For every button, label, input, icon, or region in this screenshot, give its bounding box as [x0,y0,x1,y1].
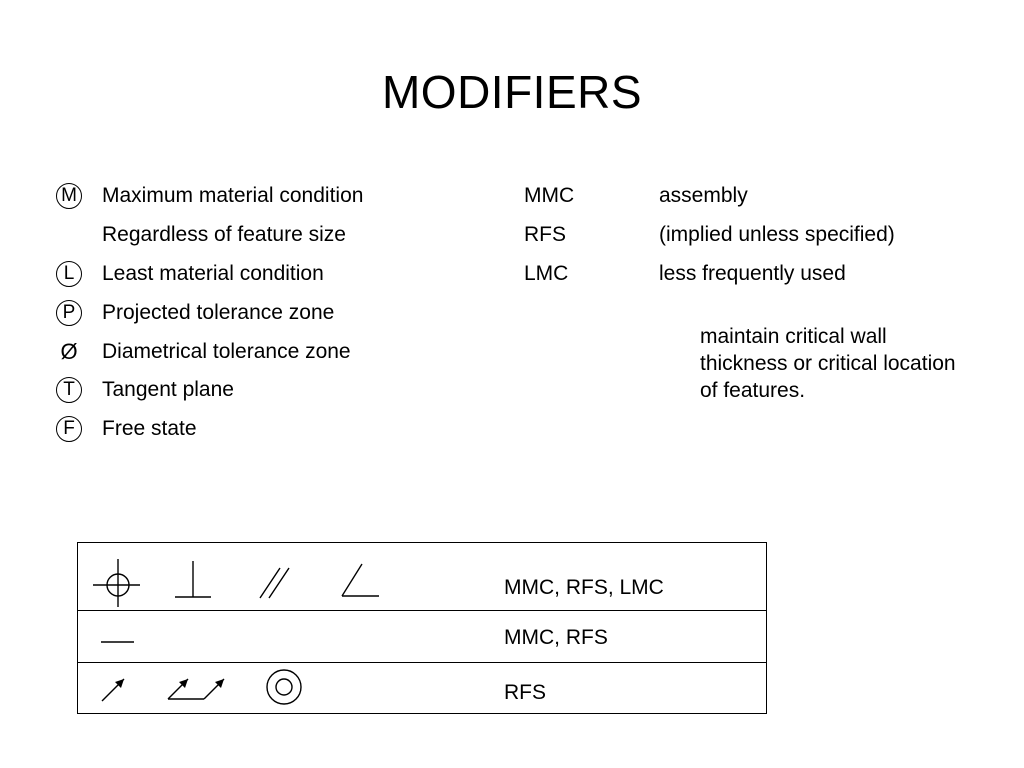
parallelism-icon [258,565,294,601]
modifier-label: Free state [102,417,197,440]
circle-l-icon: L [56,261,82,287]
projected-zone-note: maintain critical wall thickness or critical location of features. [700,325,956,402]
modifier-row-rfs [0,221,1024,251]
modifier-applicability-table [77,542,767,714]
angularity-icon [340,561,382,601]
circle-t-icon: T [56,377,82,403]
modifier-note: (implied unless specified) [659,223,895,246]
modifier-row-mmc [0,182,1024,212]
modifier-label: Tangent plane [102,378,234,401]
modifier-label: Projected tolerance zone [102,301,335,324]
modifier-abbr: RFS [524,223,566,246]
modifier-label: Least material condition [102,262,324,285]
table-row [78,663,766,713]
modifier-abbr: LMC [524,262,569,285]
straightness-icon [100,639,136,645]
modifier-label: Regardless of feature size [102,223,346,246]
circle-p-icon: P [56,300,82,326]
modifier-label: Maximum material condition [102,184,364,207]
modifier-note: assembly [659,184,748,207]
modifier-abbr: MMC [524,184,575,207]
modifier-label: Diametrical tolerance zone [102,340,351,363]
circle-m-icon: M [56,183,82,209]
total-runout-icon [166,675,228,705]
circle-f-icon: F [56,416,82,442]
table-row [78,543,766,611]
applicable-modifiers: MMC, RFS [504,626,608,649]
position-icon [92,553,142,609]
modifier-row-lmc [0,260,1024,290]
circular-runout-icon [100,675,130,705]
perpendicularity-icon [174,559,214,601]
table-row [78,611,766,663]
diameter-icon: Ø [60,339,78,364]
applicable-modifiers: RFS [504,681,546,704]
concentricity-icon [264,669,304,705]
page-title: MODIFIERS [381,66,643,118]
modifier-note: less frequently used [659,262,846,285]
applicable-modifiers: MMC, RFS, LMC [504,576,664,599]
modifier-row-free-state [0,415,1024,445]
